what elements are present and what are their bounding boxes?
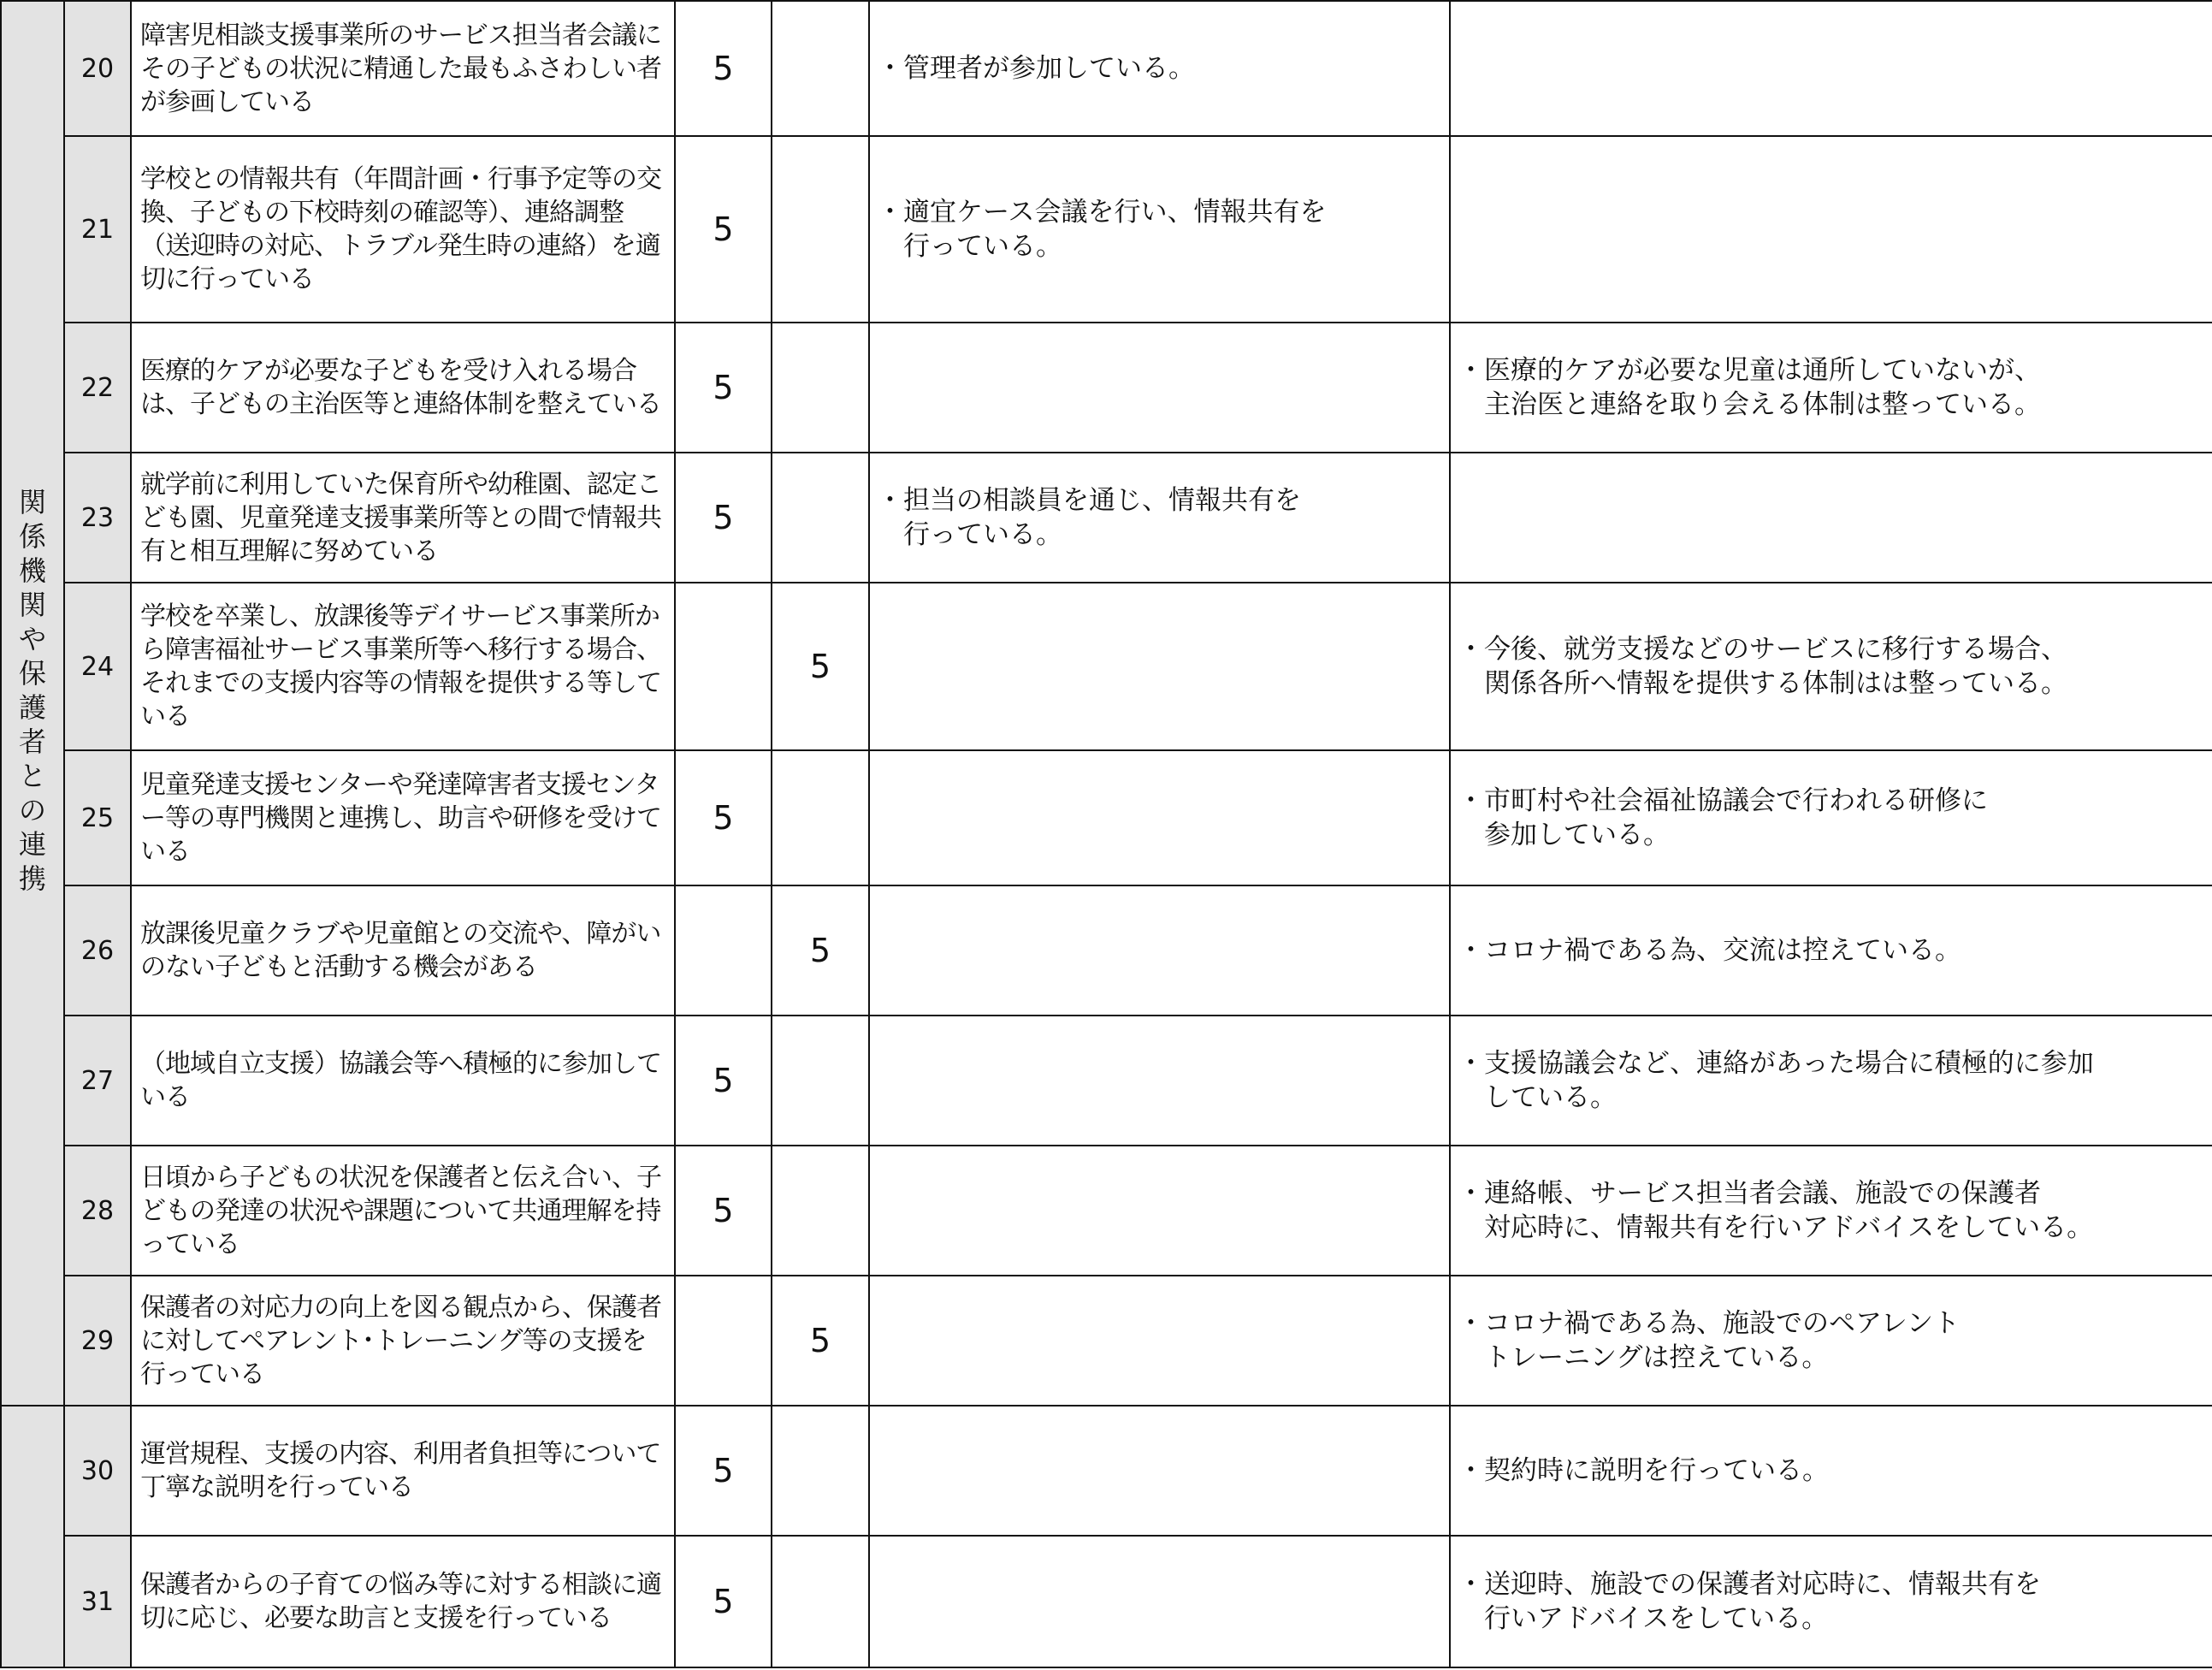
item-text: 運営規程、支援の内容、利用者負担等について丁寧な説明を行っている <box>131 1406 675 1536</box>
item-text: 保護者からの子育ての悩み等に対する相談に適切に応じ、必要な助言と支援を行っている <box>131 1536 675 1667</box>
table-row <box>1 453 2212 583</box>
table-row <box>1 1536 2212 1667</box>
no-count <box>772 1016 869 1146</box>
row-number: 27 <box>64 1016 131 1146</box>
comment-text <box>869 1146 1450 1276</box>
row-number: 30 <box>64 1406 131 1536</box>
row-number: 21 <box>64 136 131 323</box>
improvement-text: ・支援協議会など、連絡があった場合に積極的に参加 している。 <box>1450 1016 2212 1146</box>
no-count <box>772 750 869 885</box>
category-label: 関係機関や保護者との連携 <box>18 486 46 895</box>
improvement-text: ・送迎時、施設での保護者対応時に、情報共有を 行いアドバイスをしている。 <box>1450 1536 2212 1667</box>
row-number: 24 <box>64 583 131 750</box>
category-cell <box>1 1 64 1406</box>
row-number: 31 <box>64 1536 131 1667</box>
improvement-text: ・コロナ禍である為、交流は控えている。 <box>1450 885 2212 1016</box>
no-count <box>772 1406 869 1536</box>
no-count <box>772 136 869 323</box>
item-text: 放課後児童クラブや児童館との交流や、障がいのない子どもと活動する機会がある <box>131 885 675 1016</box>
category-cell <box>1 1406 64 1667</box>
yes-count: 5 <box>675 136 772 323</box>
item-text: 障害児相談支援事業所のサービス担当者会議にその子どもの状況に精通した最もふさわしい者が参画している <box>131 1 675 136</box>
improvement-text <box>1450 453 2212 583</box>
comment-text <box>869 1276 1450 1406</box>
yes-count: 5 <box>675 750 772 885</box>
row-number: 26 <box>64 885 131 1016</box>
table-row <box>1 1 2212 136</box>
row-number: 28 <box>64 1146 131 1276</box>
comment-text <box>869 583 1450 750</box>
comment-text <box>869 750 1450 885</box>
improvement-text <box>1450 136 2212 323</box>
improvement-text: ・連絡帳、サービス担当者会議、施設での保護者 対応時に、情報共有を行いアドバイスをしている。 <box>1450 1146 2212 1276</box>
row-number: 23 <box>64 453 131 583</box>
improvement-text: ・今後、就労支援などのサービスに移行する場合、 関係各所へ情報を提供する体制はは整っている。 <box>1450 583 2212 750</box>
table-row <box>1 323 2212 453</box>
comment-text: ・担当の相談員を通じ、情報共有を 行っている。 <box>869 453 1450 583</box>
yes-count: 5 <box>675 453 772 583</box>
item-text: 児童発達支援センターや発達障害者支援センター等の専門機関と連携し、助言や研修を受けている <box>131 750 675 885</box>
yes-count: 5 <box>675 1536 772 1667</box>
item-text: 学校を卒業し、放課後等デイサービス事業所から障害福祉サービス事業所等へ移行する場合、それまでの支援内容等の情報を提供する等している <box>131 583 675 750</box>
comment-text <box>869 885 1450 1016</box>
item-text: 保護者の対応力の向上を図る観点から、保護者に対してペアレント･トレーニング等の支援を行っている <box>131 1276 675 1406</box>
item-text: 就学前に利用していた保育所や幼稚園、認定こども園、児童発達支援事業所等との間で情報共有と相互理解に努めている <box>131 453 675 583</box>
no-count <box>772 453 869 583</box>
no-count <box>772 1 869 136</box>
table-row <box>1 885 2212 1016</box>
row-number: 25 <box>64 750 131 885</box>
item-text: 学校との情報共有（年間計画・行事予定等の交換、子どもの下校時刻の確認等）、連絡調整（送迎時の対応、トラブル発生時の連絡）を適切に行っている <box>131 136 675 323</box>
comment-text <box>869 1406 1450 1536</box>
table-row <box>1 1146 2212 1276</box>
comment-text: ・適宜ケース会議を行い、情報共有を 行っている。 <box>869 136 1450 323</box>
item-text: （地域自立支援）協議会等へ積極的に参加している <box>131 1016 675 1146</box>
item-text: 医療的ケアが必要な子どもを受け入れる場合は、子どもの主治医等と連絡体制を整えている <box>131 323 675 453</box>
no-count: 5 <box>772 885 869 1016</box>
row-number: 22 <box>64 323 131 453</box>
yes-count: 5 <box>675 323 772 453</box>
table-row <box>1 583 2212 750</box>
improvement-text: ・契約時に説明を行っている。 <box>1450 1406 2212 1536</box>
improvement-text <box>1450 1 2212 136</box>
comment-text <box>869 1536 1450 1667</box>
comment-text <box>869 323 1450 453</box>
no-count <box>772 1146 869 1276</box>
item-text: 日頃から子どもの状況を保護者と伝え合い、子どもの発達の状況や課題について共通理解を持っている <box>131 1146 675 1276</box>
comment-text <box>869 1016 1450 1146</box>
yes-count <box>675 583 772 750</box>
comment-text: ・管理者が参加している。 <box>869 1 1450 136</box>
no-count: 5 <box>772 583 869 750</box>
yes-count: 5 <box>675 1406 772 1536</box>
improvement-text: ・市町村や社会福祉協議会で行われる研修に 参加している。 <box>1450 750 2212 885</box>
row-number: 29 <box>64 1276 131 1406</box>
yes-count <box>675 1276 772 1406</box>
row-number: 20 <box>64 1 131 136</box>
yes-count <box>675 885 772 1016</box>
yes-count: 5 <box>675 1016 772 1146</box>
no-count <box>772 1536 869 1667</box>
no-count <box>772 323 869 453</box>
table-row <box>1 1276 2212 1406</box>
yes-count: 5 <box>675 1 772 136</box>
table-row <box>1 750 2212 885</box>
table-row <box>1 1016 2212 1146</box>
table-row <box>1 136 2212 323</box>
no-count: 5 <box>772 1276 869 1406</box>
improvement-text: ・医療的ケアが必要な児童は通所していないが、 主治医と連絡を取り会える体制は整っている。 <box>1450 323 2212 453</box>
yes-count: 5 <box>675 1146 772 1276</box>
table-row <box>1 1406 2212 1536</box>
improvement-text: ・コロナ禍である為、施設でのペアレント トレーニングは控えている。 <box>1450 1276 2212 1406</box>
